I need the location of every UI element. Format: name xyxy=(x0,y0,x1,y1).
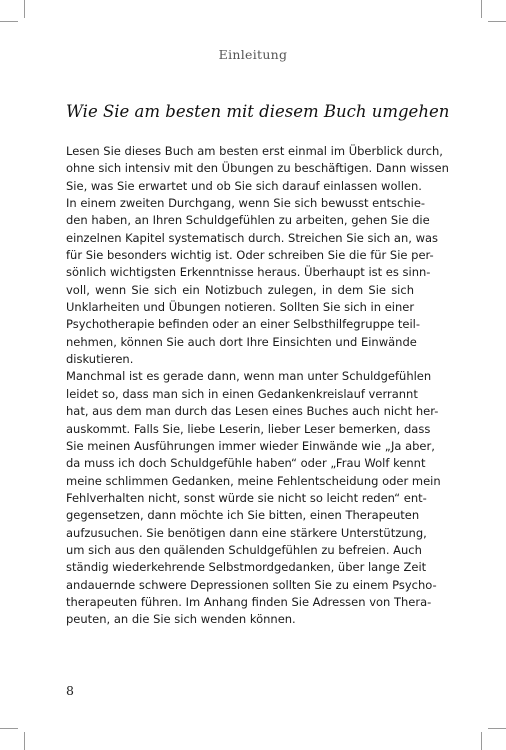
text-line: den haben, an Ihren Schuldgefühlen zu arbeiten, gehen Sie die xyxy=(66,213,430,228)
chapter-title: Wie Sie am besten mit diesem Buch umgehen xyxy=(66,102,450,121)
text-line: ohne sich intensiv mit den Übungen zu beschäftigen. Dann wissen xyxy=(66,161,449,176)
text-line: für Sie besonders wichtig ist. Oder schreiben Sie die für Sie per- xyxy=(66,248,434,263)
crop-mark xyxy=(488,21,506,22)
page-number: 8 xyxy=(66,683,74,698)
running-head: Einleitung xyxy=(218,47,288,62)
paragraph xyxy=(66,143,449,195)
paragraph xyxy=(66,195,439,368)
text-line: um sich aus den quälenden Schuldgefühlen zu befreien. Auch xyxy=(66,542,422,557)
text-line: ständig wiederkehrende Selbstmordgedanken, über lange Zeit xyxy=(66,560,427,575)
text-line: gegensetzen, dann möchte ich Sie bitten, einen Therapeuten xyxy=(66,508,420,523)
text-line: In einem zweiten Durchgang, wenn Sie sich bewusst entschie- xyxy=(66,196,426,211)
text-line: sönlich wichtigsten Erkenntnisse heraus. Überhaupt ist es sinn- xyxy=(66,265,431,280)
crop-mark xyxy=(481,0,482,18)
text-line: Sie meinen Ausführungen immer wieder Einwände wie „Ja aber, xyxy=(66,438,435,453)
text-line: andauernde schwere Depressionen sollten Sie zu einem Psycho- xyxy=(66,577,437,592)
crop-mark xyxy=(488,728,506,729)
text-line: diskutieren. xyxy=(66,352,134,367)
text-line: da muss ich doch Schuldgefühle haben“ oder „Frau Wolf kennt xyxy=(66,456,426,471)
crop-mark xyxy=(0,21,18,22)
text-line: therapeuten führen. Im Anhang finden Sie Adressen von Thera- xyxy=(66,594,432,609)
text-line: Lesen Sie dieses Buch am besten erst einmal im Überblick durch, xyxy=(66,144,443,158)
text-line: Psychotherapie befinden oder an einer Selbsthilfegruppe teil- xyxy=(66,317,421,332)
crop-mark xyxy=(0,728,18,729)
crop-mark xyxy=(24,0,25,18)
text-line: Sie, was Sie erwartet und ob Sie sich darauf einlassen wollen. xyxy=(66,178,422,193)
text-line: peuten, an die Sie sich wenden können. xyxy=(66,612,296,627)
text-line: nehmen, können Sie auch dort Ihre Einsichten und Einwände xyxy=(66,334,417,349)
text-line: aufzusuchen. Sie benötigen dann eine stärkere Unterstützung, xyxy=(66,525,427,540)
text-line: leidet so, dass man sich in einen Gedankenkreislauf verrannt xyxy=(66,386,418,401)
text-line: voll, wenn Sie sich ein Notizbuch zulegen, in dem Sie sich xyxy=(66,282,414,297)
text-line: hat, aus dem man durch das Lesen eines Buches auch nicht her- xyxy=(66,404,439,419)
crop-mark xyxy=(24,732,25,750)
text-line: Unklarheiten und Übungen notieren. Sollten Sie sich in einer xyxy=(66,300,415,315)
text-line: meine schlimmen Gedanken, meine Fehlentscheidung oder mein xyxy=(66,473,441,488)
text-line: einzelnen Kapitel systematisch durch. Streichen Sie sich an, was xyxy=(66,230,439,245)
text-line: Fehlverhalten nicht, sonst würde sie nicht so leicht reden“ ent- xyxy=(66,490,427,505)
text-line: Manchmal ist es gerade dann, wenn man unter Schuldgefühlen xyxy=(66,369,432,384)
paragraph xyxy=(66,368,441,628)
body-text xyxy=(66,143,449,629)
text-line: auskommt. Falls Sie, liebe Leserin, lieber Leser bemerken, dass xyxy=(66,421,431,436)
crop-mark xyxy=(481,732,482,750)
